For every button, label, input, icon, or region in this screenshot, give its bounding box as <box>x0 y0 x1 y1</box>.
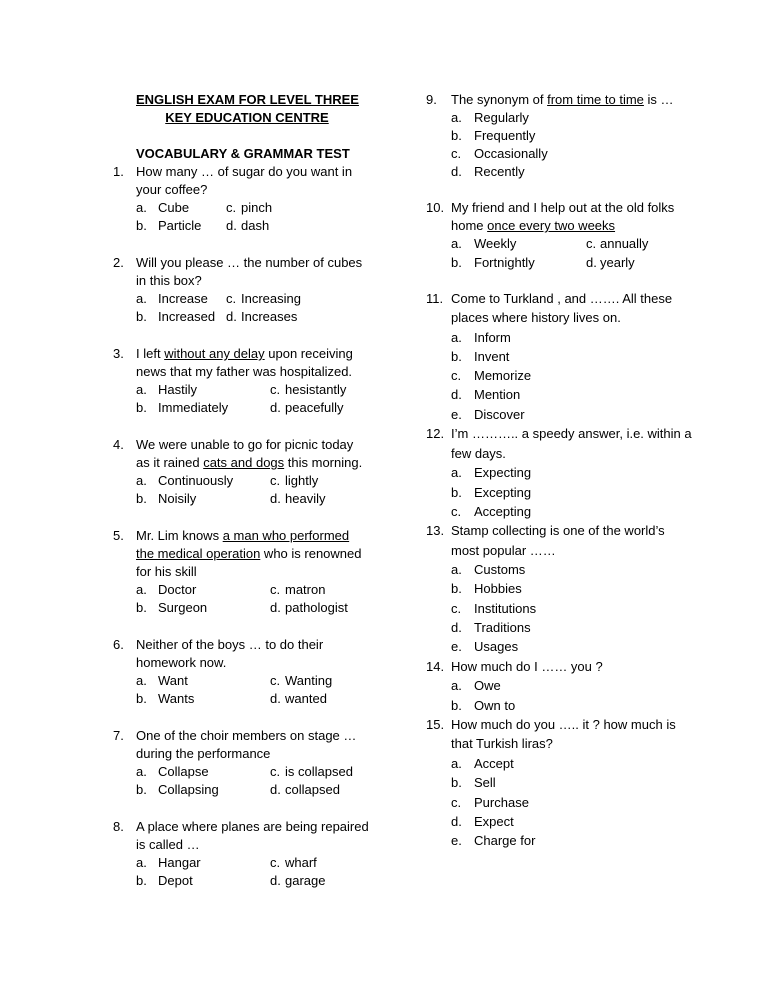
question-text-part: I left <box>136 346 165 361</box>
option-text: Usages <box>474 639 519 654</box>
question-text-part: Mr. Lim knows <box>136 528 223 543</box>
option-text: Discover <box>474 407 525 422</box>
option-letter: c. <box>451 146 462 161</box>
option-letter: a. <box>136 855 147 870</box>
question-text: I’m ……….. a speedy answer, i.e. within a <box>451 426 692 441</box>
option-letter: a. <box>451 678 462 693</box>
option-text: Expect <box>474 814 514 829</box>
option-letter: a. <box>451 110 462 125</box>
option-letter: e. <box>451 639 462 654</box>
underlined-phrase: from time to time <box>547 92 644 107</box>
option-letter: d. <box>451 814 462 829</box>
option-text: Immediately <box>158 400 229 415</box>
option-text: Mention <box>474 387 521 402</box>
question-number: 13. <box>426 523 445 538</box>
question-text: in this box? <box>136 273 202 288</box>
question-number: 3. <box>113 346 124 361</box>
option-text: Charge for <box>474 833 536 848</box>
question-number: 5. <box>113 528 124 543</box>
option-text: Occasionally <box>474 146 548 161</box>
option-letter: d. <box>270 691 281 706</box>
option-text: Collapse <box>158 764 209 779</box>
question-number: 14. <box>426 659 445 674</box>
question-text-part: upon receiving <box>264 346 353 361</box>
underlined-phrase: once every two weeks <box>487 218 616 233</box>
option-text: Particle <box>158 218 202 233</box>
question-text: for his skill <box>136 564 197 579</box>
question-text-part: who is renowned <box>260 546 362 561</box>
question-text: news that my father was hospitalized. <box>136 364 353 379</box>
question-text <box>136 527 349 545</box>
question-number: 6. <box>113 637 124 652</box>
option-letter: b. <box>451 485 462 500</box>
option-text: Increase <box>158 291 208 306</box>
option-letter: d. <box>270 873 281 888</box>
exam-title: ENGLISH EXAM FOR LEVEL THREE <box>136 92 359 107</box>
option-text: Accept <box>474 756 514 771</box>
option-letter: a. <box>136 582 147 597</box>
option-text: Noisily <box>158 491 197 506</box>
option-letter: d. <box>451 387 462 402</box>
question-text: A place where planes are being repaired <box>136 819 369 834</box>
option-letter: d. <box>270 600 281 615</box>
option-letter: c. <box>270 855 281 870</box>
question-number: 15. <box>426 717 445 732</box>
option-text: hesistantly <box>285 382 347 397</box>
option-text: annually <box>600 236 649 251</box>
option-letter: b. <box>451 255 462 270</box>
option-text: Cube <box>158 200 190 215</box>
option-text: Fortnightly <box>474 255 535 270</box>
section-title: VOCABULARY & GRAMMAR TEST <box>136 146 350 161</box>
school-name: KEY EDUCATION CENTRE <box>165 110 329 125</box>
underlined-phrase: without any delay <box>164 346 265 361</box>
option-letter: a. <box>136 764 147 779</box>
option-text: wharf <box>285 855 317 870</box>
option-text: Expecting <box>474 465 532 480</box>
option-text: Accepting <box>474 504 532 519</box>
option-text: Inform <box>474 330 511 345</box>
option-text: Sell <box>474 775 496 790</box>
option-text: is collapsed <box>285 764 353 779</box>
option-letter: a. <box>136 382 147 397</box>
option-letter: b. <box>136 400 147 415</box>
option-letter: b. <box>451 581 462 596</box>
option-text: Wants <box>158 691 195 706</box>
option-text: Excepting <box>474 485 532 500</box>
option-letter: d. <box>270 400 281 415</box>
option-letter: b. <box>136 782 147 797</box>
option-letter: c. <box>226 291 237 306</box>
option-text: Regularly <box>474 110 529 125</box>
option-letter: d. <box>270 491 281 506</box>
option-text: garage <box>285 873 326 888</box>
question-number: 1. <box>113 164 124 179</box>
option-letter: c. <box>270 673 281 688</box>
option-letter: d. <box>586 255 597 270</box>
option-text: Invent <box>474 349 510 364</box>
option-letter: b. <box>451 349 462 364</box>
option-text: pinch <box>241 200 273 215</box>
question-number: 4. <box>113 437 124 452</box>
option-letter: b. <box>136 309 147 324</box>
option-letter: c. <box>270 382 281 397</box>
question-text: Stamp collecting is one of the world’s <box>451 523 665 538</box>
option-text: Institutions <box>474 601 537 616</box>
question-text: One of the choir members on stage … <box>136 728 357 743</box>
question-number: 11. <box>426 291 444 306</box>
option-text: Own to <box>474 698 516 713</box>
question-text: How much do you ….. it ? how much is <box>451 717 676 732</box>
option-text: Depot <box>158 873 193 888</box>
option-text: Hangar <box>158 855 201 870</box>
option-text: Increased <box>158 309 216 324</box>
option-text: matron <box>285 582 326 597</box>
option-text: lightly <box>285 473 319 488</box>
option-letter: a. <box>451 465 462 480</box>
option-letter: b. <box>136 218 147 233</box>
option-letter: d. <box>451 164 462 179</box>
question-text <box>136 345 353 363</box>
question-text: Neither of the boys … to do their <box>136 637 324 652</box>
option-letter: b. <box>136 691 147 706</box>
question-text: My friend and I help out at the old folks <box>451 200 675 215</box>
question-text-part: The synonym of <box>451 92 548 107</box>
option-text: Wanting <box>285 673 333 688</box>
option-letter: d. <box>226 218 237 233</box>
option-letter: d. <box>270 782 281 797</box>
option-text: peacefully <box>285 400 344 415</box>
question-text <box>136 545 361 563</box>
underlined-phrase: a man who performed <box>222 528 350 543</box>
question-text: Come to Turkland , and ……. All these <box>451 291 673 306</box>
option-text: Purchase <box>474 795 529 810</box>
option-letter: d. <box>451 620 462 635</box>
option-text: Owe <box>474 678 501 693</box>
option-letter: b. <box>136 491 147 506</box>
question-text: We were unable to go for picnic today <box>136 437 354 452</box>
question-number: 12. <box>426 426 445 441</box>
question-number: 2. <box>113 255 124 270</box>
question-number: 8. <box>113 819 124 834</box>
option-text: Frequently <box>474 128 536 143</box>
option-letter: c. <box>270 582 281 597</box>
option-letter: d. <box>226 309 237 324</box>
option-letter: c. <box>270 473 281 488</box>
option-text: collapsed <box>285 782 340 797</box>
option-text: Want <box>158 673 188 688</box>
question-number: 10. <box>426 200 445 215</box>
question-number: 9. <box>426 92 437 107</box>
option-text: Continuously <box>158 473 234 488</box>
option-text: dash <box>241 218 270 233</box>
option-text: Increases <box>241 309 298 324</box>
question-text: Will you please … the number of cubes <box>136 255 363 270</box>
question-text-part: is … <box>643 92 674 107</box>
question-text: places where history lives on. <box>451 310 621 325</box>
option-text: Traditions <box>474 620 531 635</box>
option-letter: a. <box>136 673 147 688</box>
option-letter: e. <box>451 407 462 422</box>
option-letter: a. <box>136 473 147 488</box>
underlined-phrase: the medical operation <box>136 546 261 561</box>
option-letter: a. <box>451 330 462 345</box>
question-text: homework now. <box>136 655 227 670</box>
question-text-part: this morning. <box>284 455 363 470</box>
option-letter: c. <box>451 795 462 810</box>
option-text: Memorize <box>474 368 532 383</box>
option-letter: c. <box>586 236 597 251</box>
option-letter: b. <box>451 128 462 143</box>
question-text: your coffee? <box>136 182 208 197</box>
question-number: 7. <box>113 728 124 743</box>
option-letter: e. <box>451 833 462 848</box>
option-text: Hobbies <box>474 581 522 596</box>
question-text-part: as it rained <box>136 455 204 470</box>
option-letter: a. <box>451 236 462 251</box>
question-text: few days. <box>451 446 506 461</box>
option-text: Doctor <box>158 582 197 597</box>
option-letter: b. <box>451 698 462 713</box>
option-letter: a. <box>451 756 462 771</box>
question-text: that Turkish liras? <box>451 736 553 751</box>
option-text: Customs <box>474 562 526 577</box>
option-letter: a. <box>136 291 147 306</box>
option-letter: c. <box>451 601 462 616</box>
underlined-phrase: cats and dogs <box>203 455 285 470</box>
question-text <box>451 91 674 109</box>
option-letter: b. <box>451 775 462 790</box>
option-text: Surgeon <box>158 600 208 615</box>
option-text: heavily <box>285 491 326 506</box>
option-letter: c. <box>226 200 237 215</box>
option-letter: c. <box>270 764 281 779</box>
question-text-part: home <box>451 218 488 233</box>
option-text: Weekly <box>474 236 517 251</box>
option-text: Increasing <box>241 291 301 306</box>
option-letter: b. <box>136 873 147 888</box>
question-text: most popular …… <box>451 543 556 558</box>
option-text: Recently <box>474 164 525 179</box>
option-letter: c. <box>451 368 462 383</box>
option-text: pathologist <box>285 600 348 615</box>
question-text <box>136 454 362 472</box>
option-letter: b. <box>136 600 147 615</box>
question-text: during the performance <box>136 746 271 761</box>
option-text: Hastily <box>158 382 198 397</box>
option-letter: a. <box>136 200 147 215</box>
option-text: Collapsing <box>158 782 219 797</box>
option-letter: c. <box>451 504 462 519</box>
option-text: wanted <box>285 691 327 706</box>
question-text: How much do I …… you ? <box>451 659 603 674</box>
question-text <box>451 217 615 235</box>
option-text: yearly <box>600 255 635 270</box>
question-text: How many … of sugar do you want in <box>136 164 353 179</box>
question-text: is called … <box>136 837 200 852</box>
option-letter: a. <box>451 562 462 577</box>
